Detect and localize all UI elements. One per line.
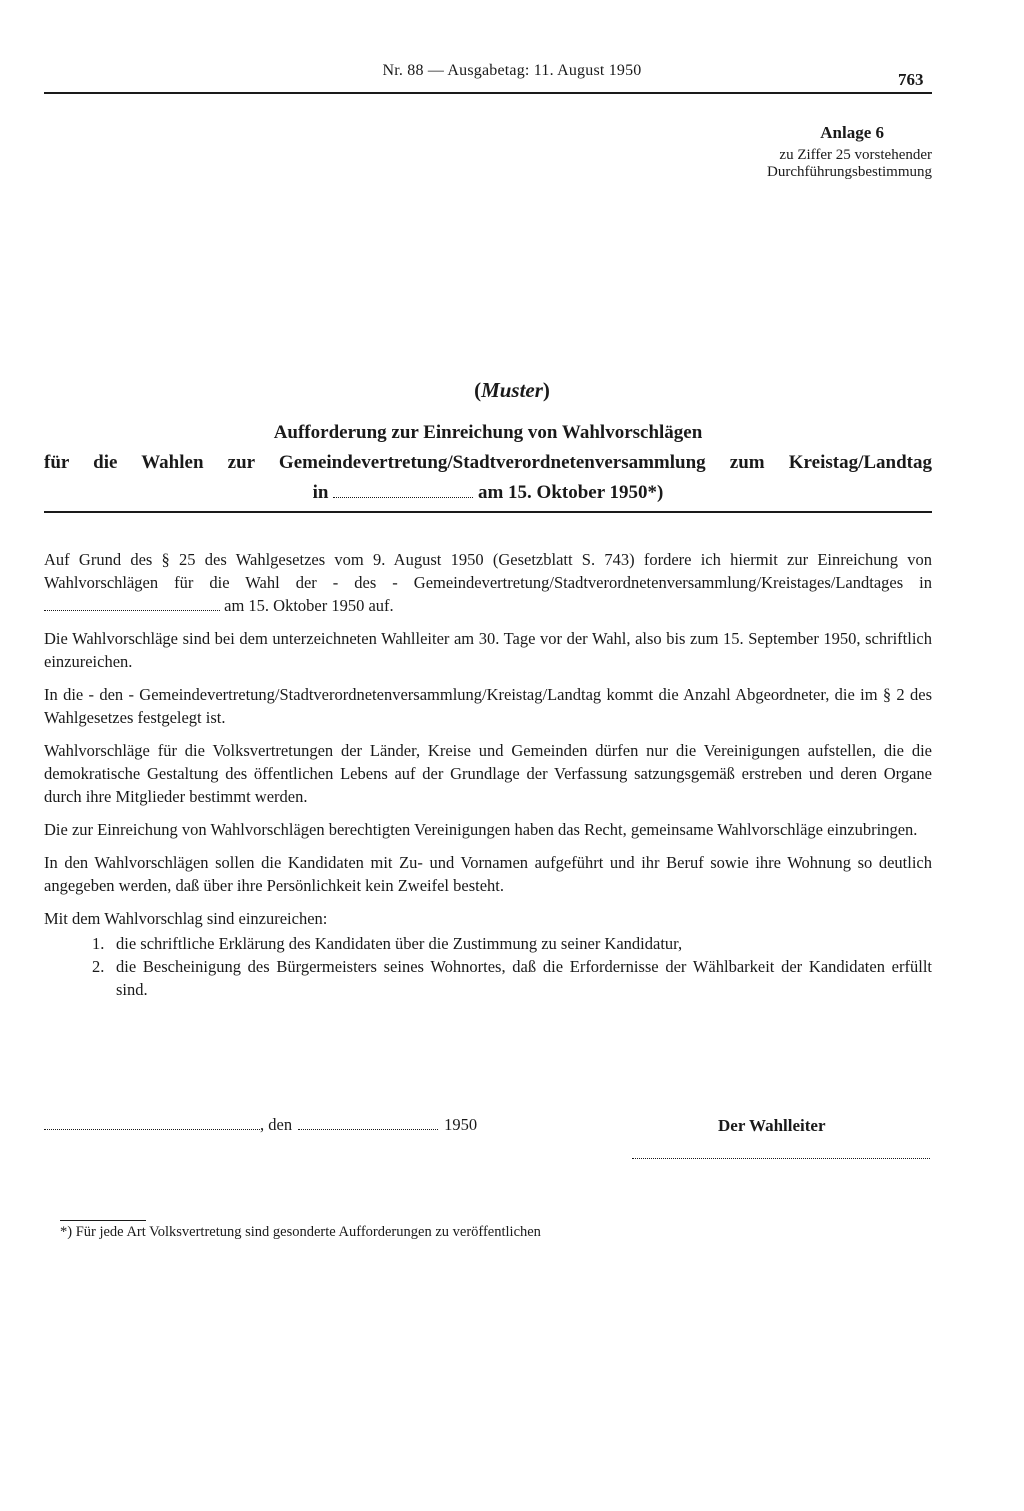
title-rule — [44, 511, 932, 513]
paragraph-7: Mit dem Wahlvorschlag sind einzureichen: — [44, 909, 328, 928]
signature-blank — [632, 1158, 930, 1159]
paragraph-2: Die Wahlvorschläge sind bei dem unterzeichneten Wahlleiter am 30. Tage vor der Wahl, also bis zum 15. September 1950, schriftlich einzureichen. — [44, 629, 932, 671]
paragraph-6: In den Wahlvorschlägen sollen die Kandidaten mit Zu- und Vornamen aufgeführt und ihr Beruf sowie ihre Wohnung so deutlich angegeben werden, daß über ihre Persönlichkeit kein Zweifel besteht. — [44, 853, 932, 895]
paragraph-5: Die zur Einreichung von Wahlvorschlägen berechtigten Vereinigungen haben das Recht, gemeinsame Wahlvorschläge einzubringen. — [44, 820, 918, 839]
den-label: , den — [260, 1114, 293, 1134]
list-number: 2. — [92, 957, 105, 976]
title-date: am 15. Oktober 1950*) — [477, 482, 664, 504]
annex-line-1: zu Ziffer 25 vorstehender — [779, 147, 932, 163]
list-item — [92, 932, 932, 955]
header-rule — [44, 92, 932, 94]
muster-label: (Muster) — [474, 378, 550, 402]
title-line-3 — [44, 480, 932, 504]
signature-role: Der Wahlleiter — [718, 1116, 826, 1135]
title-in: in — [312, 482, 329, 504]
list-item — [92, 955, 932, 1001]
title-line-1: Aufforderung zur Einreichung von Wahlvorschlägen — [273, 422, 703, 443]
annex-line-2: Durchführungsbestimmung — [767, 164, 932, 180]
place-blank — [44, 595, 220, 611]
signature-year: 1950 — [444, 1114, 478, 1134]
place-signature-blank — [44, 1114, 260, 1130]
footnote-rule — [60, 1220, 146, 1221]
paragraph-1-part-1: Auf Grund des § 25 des Wahlgesetzes vom 9. August 1950 (Gesetzblatt S. 743) fordere ich hiermit zur Einreichung von Wahlvorschlägen für die Wahl der - des - Gemeindevertretung/Stadtverordnetenversammlung/Kreistages/Landtages in — [44, 550, 932, 592]
paragraph-1-part-2: am 15. Oktober 1950 auf. — [224, 596, 394, 615]
footnote: *) Für jede Art Volksvertretung sind gesonderte Aufforderungen zu veröffentlichen — [60, 1224, 541, 1240]
signature-place-date — [44, 1114, 477, 1135]
list-number: 1. — [92, 934, 105, 953]
annex-block — [620, 123, 932, 181]
title-place-blank — [333, 480, 473, 498]
title-line-2: für die Wahlen zur Gemeindevertretung/Stadtverordnetenversammlung zum Kreistag/Landtag — [44, 452, 932, 473]
paragraph-1 — [44, 548, 932, 617]
paragraph-3: In die - den - Gemeindevertretung/Stadtverordnetenversammlung/Kreistag/Landtag kommt die Anzahl Abgeordneter, die im § 2 des Wahlgesetzes festgelegt ist. — [44, 685, 932, 727]
issue-header: Nr. 88 — Ausgabetag: 11. August 1950 — [382, 62, 642, 79]
page-number: 763 — [898, 70, 924, 89]
date-blank — [298, 1114, 438, 1130]
body-text — [44, 548, 932, 1001]
annex-title: Anlage 6 — [820, 123, 884, 142]
paragraph-4: Wahlvorschläge für die Volksvertretungen der Länder, Kreise und Gemeinden dürfen nur die Vereinigungen aufstellen, die die demokratische Gestaltung des öffentlichen Lebens auf der Grundlage der Verfassung satzungsgemäß erstreben und deren Organe durch ihre Mitglieder bestimmt werden. — [44, 741, 932, 806]
list-text: die schriftliche Erklärung des Kandidaten über die Zustimmung zu seiner Kandidatur, — [116, 934, 683, 953]
list-text: die Bescheinigung des Bürgermeisters seines Wohnortes, daß die Erfordernisse der Wählbarkeit der Kandidaten erfüllt sind. — [116, 957, 932, 999]
muster-text: Muster — [481, 378, 543, 402]
